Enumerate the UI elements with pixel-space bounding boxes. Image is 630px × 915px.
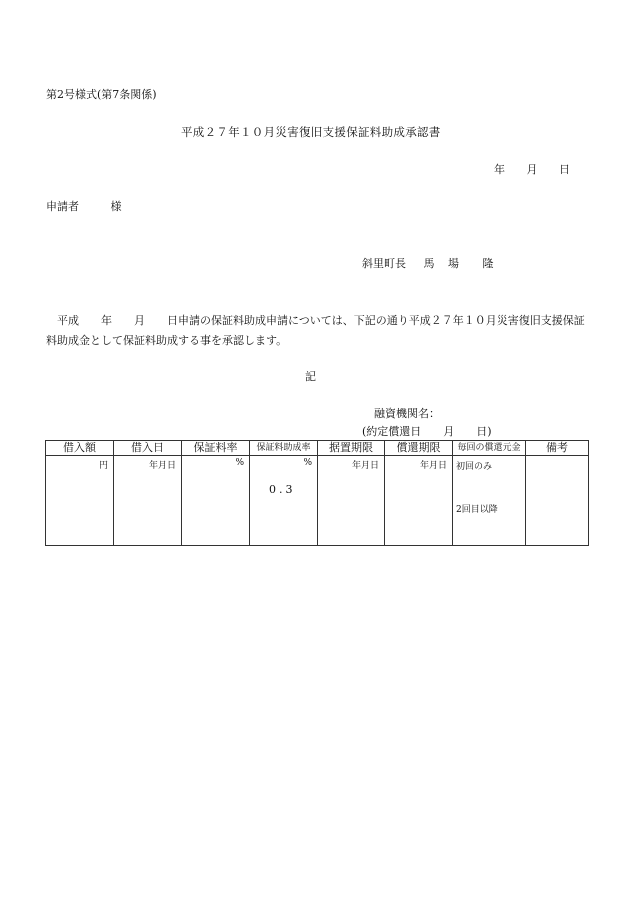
unit-ymd: 年月日	[419, 461, 447, 471]
unit-ymd: 年月日	[148, 461, 176, 471]
header-repayment-deadline: 償還期限	[385, 441, 453, 456]
cell-subsidy-rate	[250, 456, 318, 546]
header-guarantee-rate: 保証料率	[182, 441, 250, 456]
cell-loan-date[interactable]	[114, 456, 182, 546]
header-remarks: 備考	[526, 441, 589, 456]
table-header-row	[46, 441, 589, 456]
mayor-title: 斜里町長	[362, 257, 406, 270]
header-deferment-deadline: 据置期限	[318, 441, 385, 456]
repayment-date-line: (約定償還日 月 日)	[362, 425, 492, 438]
cell-principal-per-payment[interactable]	[453, 456, 526, 546]
applicant-line	[46, 198, 122, 214]
first-time-label: 初回のみ	[456, 462, 493, 472]
second-onward-label: 2回目以降	[456, 505, 498, 515]
approval-body-text: 平成 年 月 日申請の保証料助成申請については、下記の通り平成２７年１０月災害復旧支援保証料助成金として保証料助成する事を承認します。	[46, 314, 585, 347]
bank-name-label: 融資機関名：	[374, 407, 440, 420]
unit-percent: %	[235, 458, 244, 468]
cell-guarantee-rate[interactable]	[182, 456, 250, 546]
subsidy-rate-value: 0.3	[269, 483, 296, 496]
date-line	[494, 161, 570, 177]
applicant-label: 申請者	[46, 200, 79, 213]
date-year: 年	[494, 163, 505, 176]
cell-repayment-deadline[interactable]	[385, 456, 453, 546]
ki-heading: 記	[305, 370, 316, 383]
mayor-signature	[362, 255, 494, 271]
header-loan-amount: 借入額	[46, 441, 114, 456]
header-subsidy-rate: 保証料助成率	[250, 441, 318, 456]
form-number: 第2号様式(第7条関係)	[46, 88, 157, 101]
cell-remarks[interactable]	[526, 456, 589, 546]
table-row	[46, 456, 589, 546]
unit-yen: 円	[98, 461, 108, 471]
mayor-name-2: 場	[448, 257, 459, 270]
document-title: 平成２７年１０月災害復旧支援保証料助成承認書	[181, 125, 441, 139]
unit-ymd: 年月日	[351, 461, 379, 471]
unit-percent: %	[303, 458, 312, 468]
mayor-name-1: 馬	[423, 257, 435, 270]
loan-details-table	[45, 440, 589, 546]
applicant-honorific: 様	[110, 200, 122, 213]
cell-loan-amount[interactable]	[46, 456, 114, 546]
header-principal-per-payment: 毎回の償還元金	[453, 441, 526, 456]
date-day: 日	[559, 163, 570, 176]
mayor-name-3: 隆	[482, 257, 494, 270]
header-loan-date: 借入日	[114, 441, 182, 456]
date-month: 月	[526, 163, 538, 176]
cell-deferment-deadline[interactable]	[318, 456, 385, 546]
